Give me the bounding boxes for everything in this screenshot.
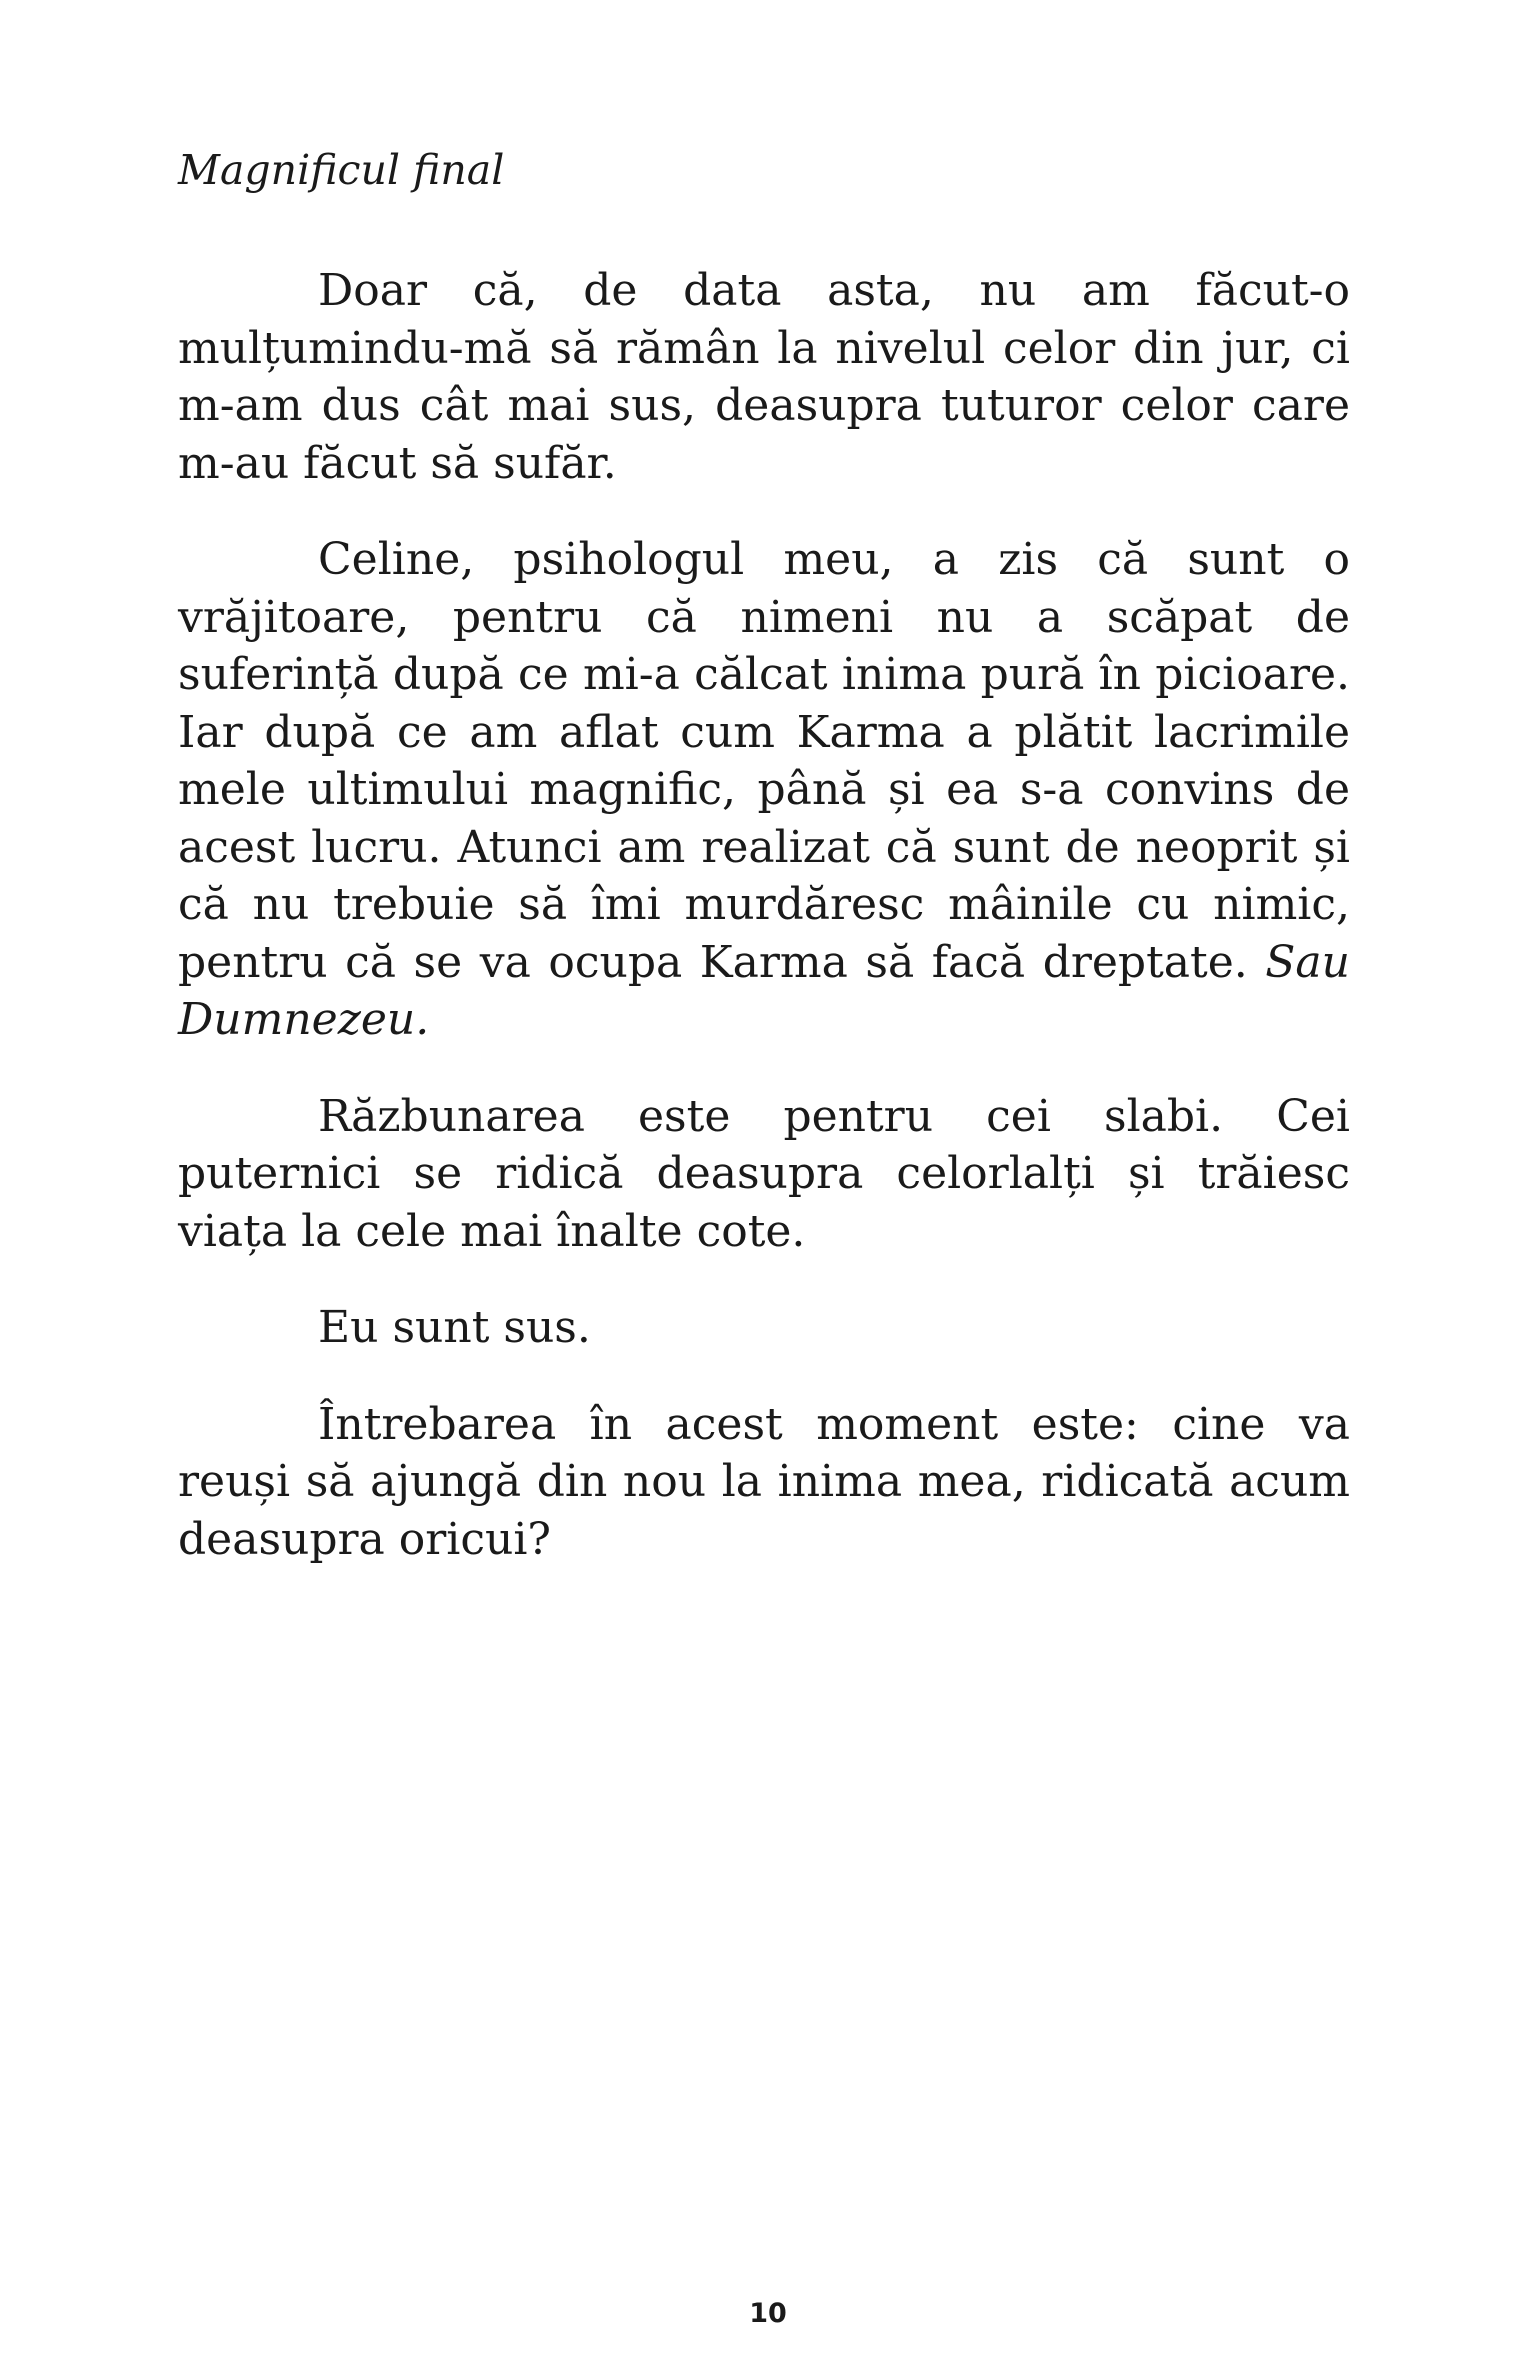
paragraph-4: [178, 1299, 1350, 1357]
paragraph-text: Întrebarea în acest moment este: cine va reuși să ajungă din nou la inima mea, ridicată acum deasupra oricui?: [178, 1398, 1350, 1565]
body-text: [178, 262, 1350, 1607]
paragraph-text: Doar că, de data asta, nu am făcut-o mulțumindu-mă să rămân la nivelul celor din jur, ci m-am dus cât mai sus, deasupra tuturor celor care m-au făcut să sufăr.: [178, 265, 1350, 489]
paragraph-5: [178, 1396, 1350, 1569]
paragraph-2: [178, 531, 1350, 1049]
running-title: Magnificul final: [178, 146, 505, 194]
paragraph-text: Celine, psihologul meu, a zis că sunt o vrăjitoare, pentru că nimeni nu a scăpat de suferință după ce mi-a călcat inima pură în picioare. Iar după ce am aflat cum Karma a plătit lacrimile mele ultimului magnific, până și ea s-a convins de acest lucru. Atunci am realizat că sunt de neoprit și că nu trebuie să îmi murdăresc mâinile cu nimic, pentru că se va ocupa Karma să facă dreptate.: [178, 534, 1350, 988]
paragraph-1: [178, 262, 1350, 492]
paragraph-text: Eu sunt sus.: [318, 1302, 591, 1353]
paragraph-3: [178, 1088, 1350, 1261]
paragraph-text: Răzbunarea este pentru cei slabi. Cei puternici se ridică deasupra celorlalți și trăiesc viața la cele mai înalte cote.: [178, 1090, 1350, 1257]
paragraph-italic-tail: Sau Dumnezeu.: [178, 936, 1350, 1045]
page-number: 10: [749, 2298, 787, 2329]
